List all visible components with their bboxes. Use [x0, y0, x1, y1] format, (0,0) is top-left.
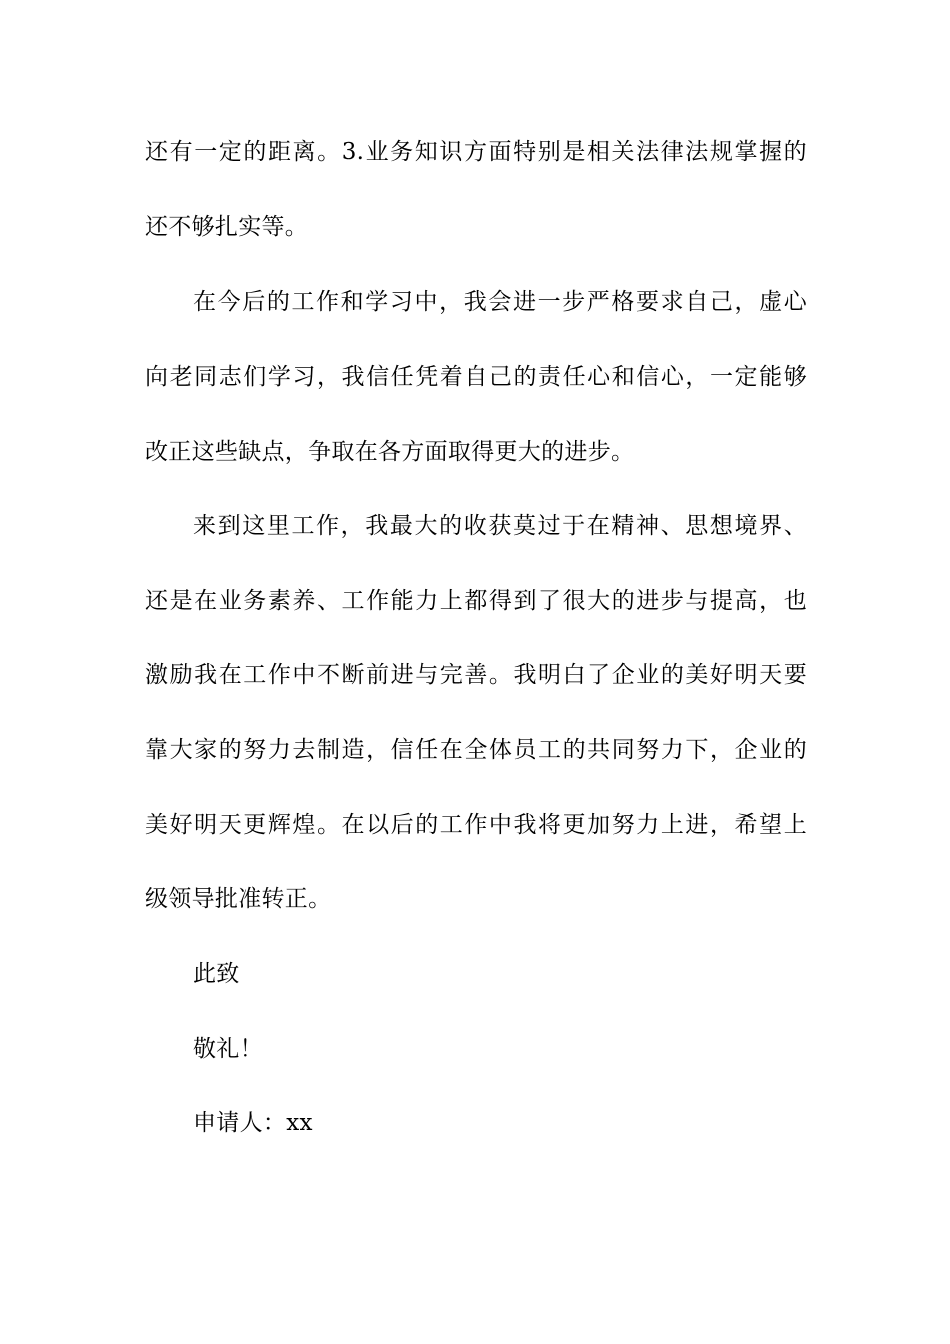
- paragraph-line: 改正这些缺点，争取在各方面取得更大的进步。: [145, 439, 635, 465]
- paragraph-line: 靠大家的努力去制造，信任在全体员工的共同努力下，企业的: [145, 737, 807, 763]
- closing-regards: 敬礼！: [193, 1036, 263, 1062]
- paragraph-line: 还不够扎实等。: [145, 214, 309, 240]
- paragraph-line: 级领导批准转正。: [145, 886, 332, 912]
- paragraph-line: 激励我在工作中不断前进与完善。我明白了企业的美好明天要: [145, 662, 807, 688]
- paragraph-line: 来到这里工作，我最大的收获莫过于在精神、思想境界、: [193, 513, 807, 539]
- paragraph-line: 还是在业务素养、工作能力上都得到了很大的进步与提高，也: [145, 588, 807, 614]
- paragraph-line: 向老同志们学习，我信任凭着自己的责任心和信心，一定能够: [145, 364, 807, 390]
- paragraph-line: 美好明天更辉煌。在以后的工作中我将更加努力上进，希望上: [145, 812, 807, 838]
- closing-salutation: 此致: [193, 961, 240, 987]
- paragraph-line: 在今后的工作和学习中，我会进一步严格要求自己，虚心: [193, 289, 807, 315]
- paragraph-line: 还有一定的距离。3.业务知识方面特别是相关法律法规掌握的: [145, 139, 807, 165]
- applicant-signature: 申请人：xx: [193, 1110, 313, 1136]
